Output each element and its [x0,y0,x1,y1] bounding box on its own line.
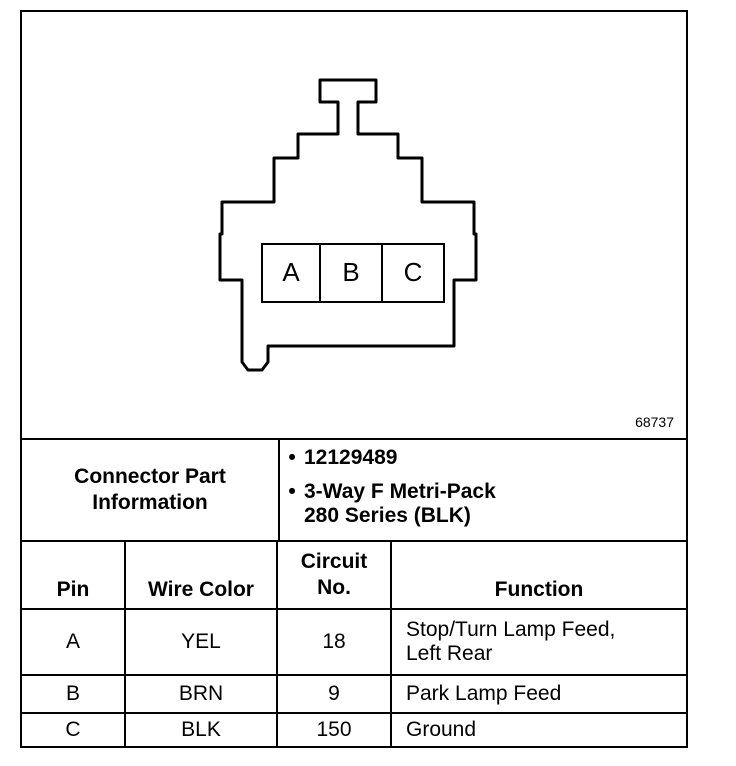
connector-info-list [280,446,680,538]
diagram-frame [20,10,688,748]
cell-pin: C [22,714,126,746]
bullet-icon: • [288,446,296,469]
table-row [22,610,686,676]
cell-circuit: 18 [278,610,392,674]
list-item [280,480,680,528]
connector-info-label-line1: Connector Part [74,465,226,488]
pin-table [22,540,686,746]
connector-description: 3-Way F Metri-Pack 280 Series (BLK) [304,480,496,527]
figure-number: 68737 [635,414,674,430]
cell-function: Ground [406,718,477,741]
cell-circuit: 150 [278,714,392,746]
cell-wire-color: BRN [126,676,278,712]
header-circuit: Circuit No. [278,542,392,608]
part-number: 12129489 [304,446,398,469]
connector-info-label [22,440,280,540]
cell-pin: B [22,676,126,712]
connector-body-outline [220,80,476,370]
header-pin: Pin [22,542,126,608]
connector-info-label-line2: Information [92,491,208,514]
cell-wire-color: BLK [126,714,278,746]
cell-pin: A [22,610,126,674]
cell-function: Park Lamp Feed [406,682,562,705]
connector-part-info [22,438,686,540]
pin-label-c: C [403,257,423,287]
table-row [22,714,686,746]
connector-diagram [22,12,686,438]
header-wire-color: Wire Color [126,542,278,608]
list-item [280,446,680,470]
pin-label-b: B [342,257,360,287]
pin-label-a: A [282,257,300,287]
connector-outline [22,12,686,438]
cell-wire-color: YEL [126,610,278,674]
cell-circuit: 9 [278,676,392,712]
cell-function: Stop/Turn Lamp Feed, Left Rear [406,618,616,665]
bullet-icon: • [288,480,296,503]
table-row [22,676,686,714]
header-function: Function [494,578,584,601]
table-header-row [22,542,686,610]
